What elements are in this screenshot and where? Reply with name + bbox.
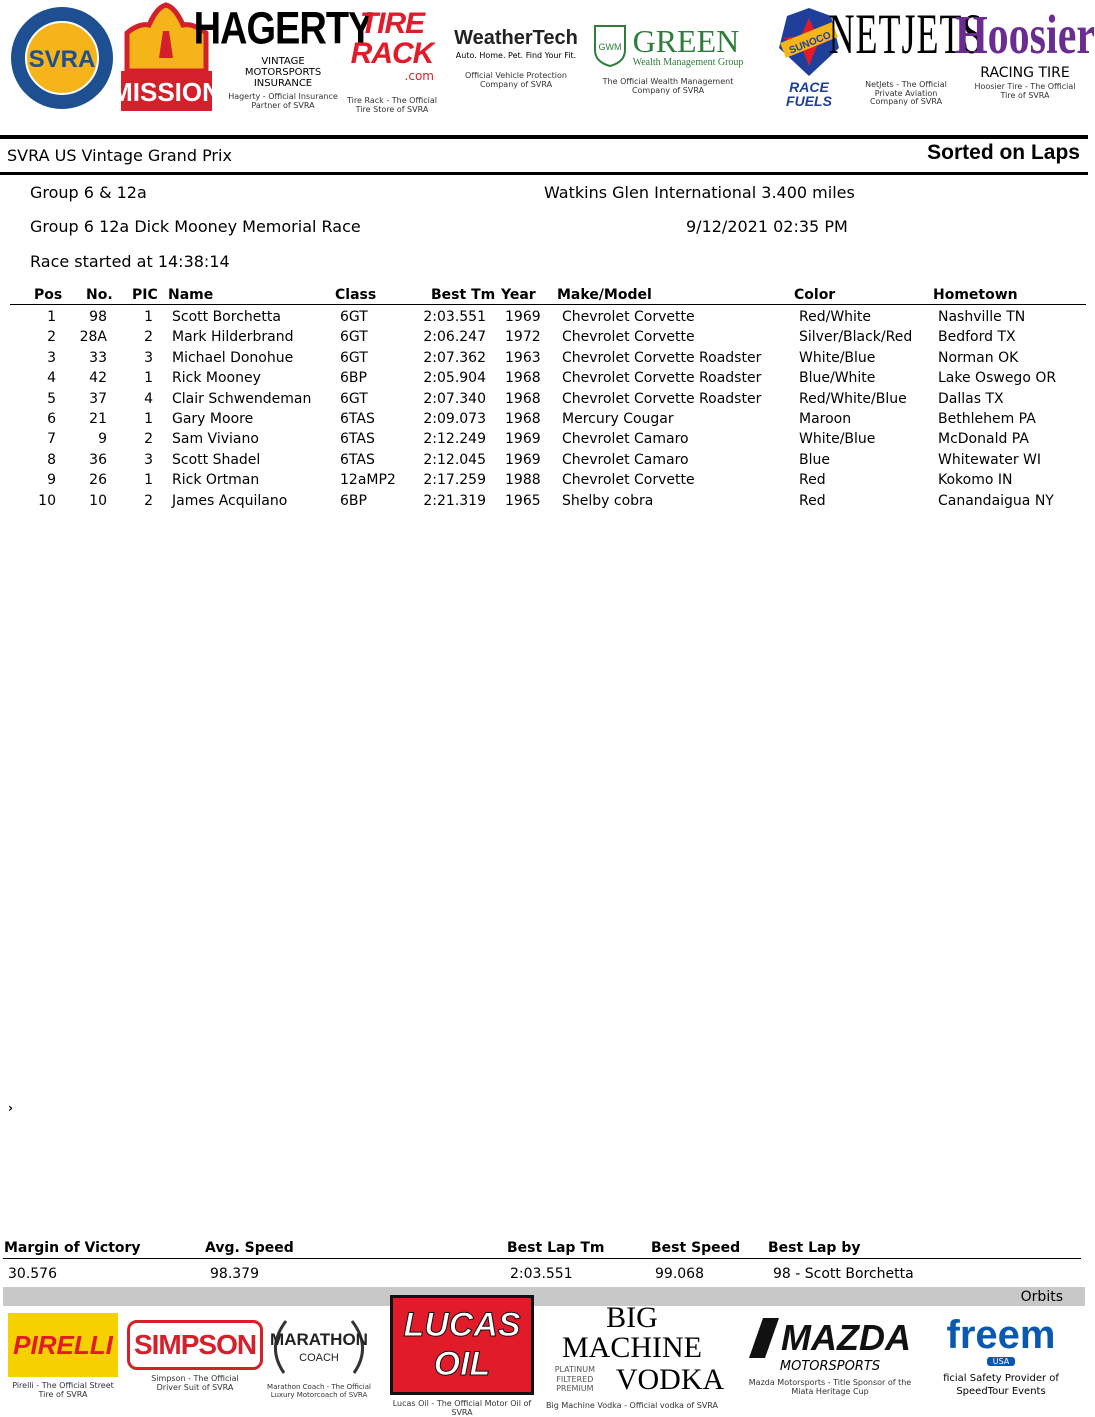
sunoco-logo: SUNOCO RACE FUELS xyxy=(774,6,844,110)
col-best: Best Tm xyxy=(431,287,496,303)
best-lap-value: 2:03.551 xyxy=(510,1266,573,1282)
freem-logo: freem USA ficial Safety Provider of SpeedTour Events xyxy=(943,1312,1059,1397)
best-lap-by-header: Best Lap by xyxy=(768,1240,861,1256)
best-speed-value: 99.068 xyxy=(655,1266,704,1282)
cell-pos: 7 xyxy=(47,431,56,448)
cell-color: Silver/Black/Red xyxy=(799,329,913,346)
cell-color: Blue xyxy=(799,451,830,468)
cell-name: Rick Mooney xyxy=(172,370,261,387)
big-machine-vodka-logo: BIG MACHINE PLATINUM FILTERED PREMIUM VODKA Big Machine Vodka - Official vodka of SVRA xyxy=(545,1300,725,1410)
cell-pic: 1 xyxy=(144,472,153,489)
race-start: Race started at 14:38:14 xyxy=(30,252,230,271)
cell-year: 1968 xyxy=(505,390,541,407)
cell-class: 6GT xyxy=(340,349,368,366)
cell-year: 1969 xyxy=(505,309,541,325)
cell-pic: 2 xyxy=(144,492,153,509)
track-label: Watkins Glen International 3.400 miles xyxy=(544,183,855,202)
cell-hometown: Bedford TX xyxy=(938,329,1016,346)
margin-value: 30.576 xyxy=(8,1266,57,1282)
cell-no: 9 xyxy=(98,431,107,448)
cell-name: Clair Schwendeman xyxy=(172,390,312,407)
col-pos: Pos xyxy=(34,287,63,303)
cell-name: Mark Hilderbrand xyxy=(172,329,294,346)
cell-name: James Acquilano xyxy=(172,492,288,509)
cell-pic: 1 xyxy=(144,370,153,387)
svra-emblem-text: SVRA xyxy=(28,46,96,73)
cell-make: Chevrolet Corvette Roadster xyxy=(562,349,762,366)
mission-logo-text: MISSION xyxy=(111,77,221,107)
cell-class: 6BP xyxy=(340,370,367,387)
cell-class: 6GT xyxy=(340,329,368,346)
cell-name: Sam Viviano xyxy=(172,431,259,448)
col-class: Class xyxy=(335,287,377,303)
cell-pic: 1 xyxy=(144,309,153,325)
marathon-logo-subtext: COACH xyxy=(299,1352,339,1364)
cell-make: Chevrolet Camaro xyxy=(562,451,689,468)
cell-hometown: Nashville TN xyxy=(938,309,1026,325)
simpson-logo: SIMPSON Simpson - The Official Driver Suit of SVRA xyxy=(140,1308,250,1404)
cell-best: 2:06.247 xyxy=(423,329,486,346)
cell-best: 2:07.340 xyxy=(423,390,486,407)
cell-name: Gary Moore xyxy=(172,411,254,427)
cell-best: 2:12.045 xyxy=(423,451,486,468)
cell-make: Chevrolet Corvette xyxy=(562,329,695,346)
cell-pic: 3 xyxy=(144,451,153,468)
cell-make: Shelby cobra xyxy=(562,492,654,509)
tirerack-logo: TIRE RACK .com Tire Rack - The Official Tire Store of SVRA xyxy=(347,7,437,114)
summary-rule xyxy=(3,1258,1081,1259)
cell-pos: 6 xyxy=(47,411,56,427)
cell-class: 6TAS xyxy=(340,411,375,427)
marathon-logo-text: MARATHON xyxy=(270,1330,368,1349)
cell-year: 1969 xyxy=(505,451,541,468)
race-datetime: 9/12/2021 02:35 PM xyxy=(686,217,848,236)
cell-no: 42 xyxy=(89,370,107,387)
cell-pos: 8 xyxy=(47,451,56,468)
svra-emblem-icon xyxy=(9,5,115,111)
sponsor-banner-top xyxy=(0,0,1095,130)
cell-class: 6BP xyxy=(340,492,367,509)
cell-name: Michael Donohue xyxy=(172,349,294,366)
cell-best: 2:05.904 xyxy=(423,370,486,387)
cell-pos: 9 xyxy=(47,472,56,489)
cell-best: 2:17.259 xyxy=(423,472,486,489)
cell-color: White/Blue xyxy=(799,349,876,366)
cell-no: 37 xyxy=(89,390,107,407)
netjets-logo: NETJETS NetJets - The Official Private Aviation Company of SVRA xyxy=(828,1,984,107)
cell-best: 2:21.319 xyxy=(423,492,486,509)
cell-pos: 1 xyxy=(47,309,56,325)
cell-pos: 2 xyxy=(47,329,56,346)
cell-no: 26 xyxy=(89,472,107,489)
cell-year: 1965 xyxy=(505,492,541,509)
cell-no: 21 xyxy=(89,411,107,427)
header-rule-top xyxy=(0,135,1088,139)
mazda-stripe-icon xyxy=(749,1318,779,1358)
green-wealth-logo: GWM GREEN Wealth Management Group The Official Wealth Management Company of SVRA xyxy=(592,10,744,110)
cell-no: 36 xyxy=(89,451,107,468)
margin-header: Margin of Victory xyxy=(4,1240,141,1256)
cell-color: Blue/White xyxy=(799,370,876,387)
cell-year: 1968 xyxy=(505,411,541,427)
hagerty-logo: HAGERTY VINTAGE MOTORSPORTS INSURANCE Hagerty - Official Insurance Partner of SVRA xyxy=(193,3,373,110)
cell-best: 2:09.073 xyxy=(423,411,486,427)
cell-hometown: Dallas TX xyxy=(938,390,1004,407)
cell-class: 12aMP2 xyxy=(340,472,396,489)
svra-logo xyxy=(8,4,116,112)
pirelli-logo: PIRELLI Pirelli - The Official Street Tire of SVRA xyxy=(4,1308,122,1404)
cell-name: Scott Shadel xyxy=(172,451,261,468)
gwm-badge-text: GWM xyxy=(598,42,622,53)
avg-speed-header: Avg. Speed xyxy=(205,1240,294,1256)
cell-hometown: Whitewater WI xyxy=(938,451,1042,468)
cell-pos: 4 xyxy=(47,370,56,387)
header-rule-bottom xyxy=(0,172,1088,175)
cell-hometown: Kokomo IN xyxy=(938,472,1013,489)
cell-make: Chevrolet Corvette xyxy=(562,309,695,325)
cell-make: Chevrolet Corvette Roadster xyxy=(562,370,762,387)
cell-color: Red xyxy=(799,472,826,489)
cell-year: 1963 xyxy=(505,349,541,366)
cell-class: 6GT xyxy=(340,390,368,407)
cell-pic: 4 xyxy=(144,390,153,407)
cell-color: Maroon xyxy=(799,411,852,427)
best-lap-by-value: 98 - Scott Borchetta xyxy=(773,1266,914,1282)
cell-pic: 3 xyxy=(144,349,153,366)
results-header-rule xyxy=(10,304,1086,305)
event-title: SVRA US Vintage Grand Prix xyxy=(7,146,232,165)
weathertech-logo: WeatherTech Auto. Home. Pet. Find Your Fit. Official Vehicle Protection Company of SVRA xyxy=(454,27,578,89)
col-name: Name xyxy=(168,287,214,303)
cell-pic: 2 xyxy=(144,329,153,346)
cell-name: Scott Borchetta xyxy=(172,309,281,325)
cell-name: Rick Ortman xyxy=(172,472,260,489)
cell-pos: 5 xyxy=(47,390,56,407)
best-speed-header: Best Speed xyxy=(651,1240,741,1256)
cell-best: 2:07.362 xyxy=(423,349,486,366)
cell-no: 10 xyxy=(89,492,107,509)
margin-mark: › xyxy=(8,1101,13,1115)
avg-speed-value: 98.379 xyxy=(210,1266,259,1282)
cell-hometown: Lake Oswego OR xyxy=(938,370,1057,387)
race-name: Group 6 12a Dick Mooney Memorial Race xyxy=(30,217,361,236)
cell-class: 6TAS xyxy=(340,431,375,448)
orbits-label: Orbits xyxy=(1020,1289,1063,1305)
hoosier-logo: Hoosier RACING TIRE Hoosier Tire - The Official Tire of SVRA xyxy=(955,6,1095,100)
cell-make: Chevrolet Camaro xyxy=(562,431,689,448)
cell-year: 1972 xyxy=(505,329,541,346)
cell-no: 98 xyxy=(89,309,107,325)
sunoco-logo-text: SUNOCO xyxy=(787,29,833,57)
cell-make: Chevrolet Corvette Roadster xyxy=(562,390,762,407)
cell-pos: 3 xyxy=(47,349,56,366)
cell-make: Mercury Cougar xyxy=(562,411,674,427)
cell-make: Chevrolet Corvette xyxy=(562,472,695,489)
cell-best: 2:12.249 xyxy=(423,431,486,448)
sort-label: Sorted on Laps xyxy=(927,141,1080,164)
col-year: Year xyxy=(501,287,536,303)
group-label: Group 6 & 12a xyxy=(30,183,147,202)
col-hometown: Hometown xyxy=(933,287,1018,303)
cell-pos: 10 xyxy=(38,492,56,509)
col-color: Color xyxy=(794,287,836,303)
cell-color: Red/White xyxy=(799,309,872,325)
cell-hometown: Canandaigua NY xyxy=(938,492,1054,509)
mazda-motorsports-logo: MAZDA MOTORSPORTS Mazda Motorsports - Title Sponsor of the Miata Heritage Cup xyxy=(748,1316,912,1396)
cell-best: 2:03.551 xyxy=(423,309,486,325)
col-pic: PIC xyxy=(132,287,158,303)
cell-color: Red/White/Blue xyxy=(799,390,907,407)
best-lap-header: Best Lap Tm xyxy=(507,1240,605,1256)
cell-color: Red xyxy=(799,492,826,509)
cell-no: 33 xyxy=(89,349,107,366)
cell-pic: 1 xyxy=(144,411,153,427)
cell-year: 1968 xyxy=(505,370,541,387)
cell-year: 1988 xyxy=(505,472,541,489)
cell-no: 28A xyxy=(79,329,107,346)
marathon-coach-logo: MARATHON COACH Marathon Coach - The Official Luxury Motorcoach of SVRA xyxy=(256,1308,382,1404)
lucas-oil-logo: LUCAS OIL Lucas Oil - The Official Motor Oil of SVRA xyxy=(390,1308,534,1404)
cell-class: 6GT xyxy=(340,309,368,325)
cell-class: 6TAS xyxy=(340,451,375,468)
cell-hometown: McDonald PA xyxy=(938,431,1029,448)
cell-year: 1969 xyxy=(505,431,541,448)
cell-pic: 2 xyxy=(144,431,153,448)
col-make: Make/Model xyxy=(557,287,652,303)
cell-color: White/Blue xyxy=(799,431,876,448)
col-no: No. xyxy=(86,287,113,303)
marathon-laurel-icon xyxy=(264,1313,374,1379)
cell-hometown: Bethlehem PA xyxy=(938,411,1036,427)
cell-hometown: Norman OK xyxy=(938,349,1019,366)
gwm-shield-icon xyxy=(593,24,627,68)
